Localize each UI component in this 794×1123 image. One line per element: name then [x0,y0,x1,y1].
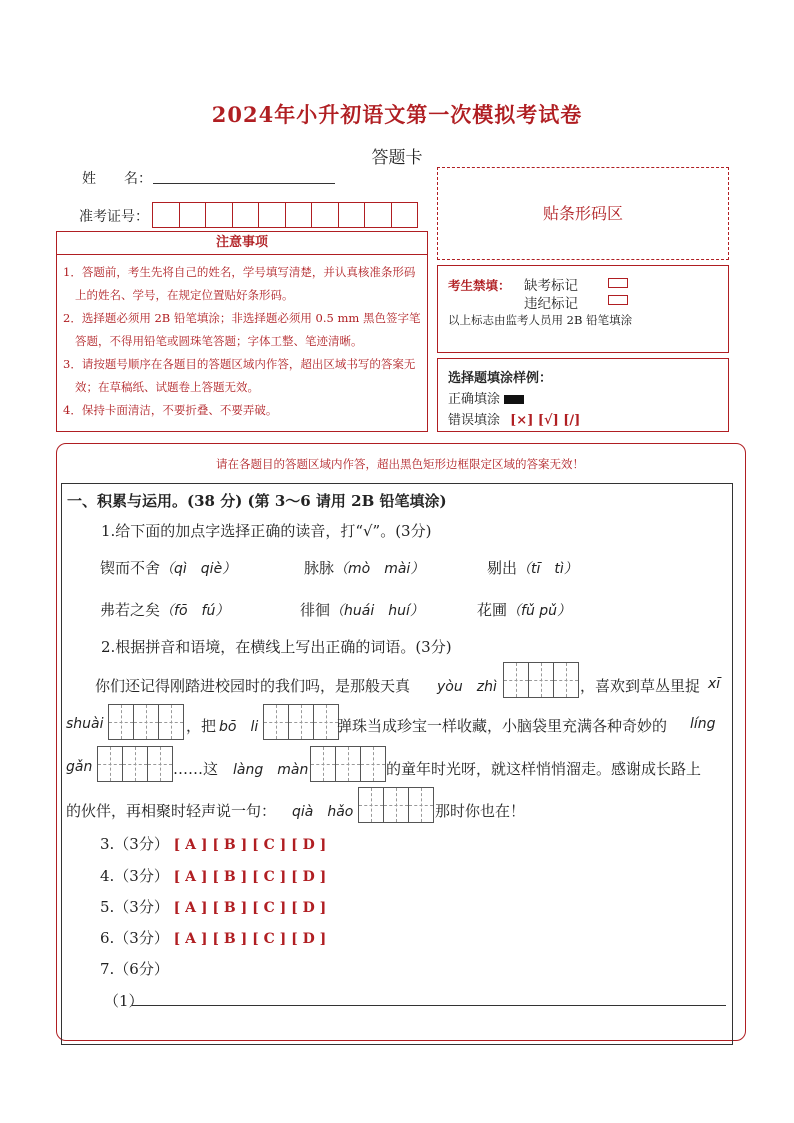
q2-text: ……这 [173,760,219,778]
wrong-fill-label: 错误填涂 [448,413,501,428]
q2-text: 的伙伴，再相聚时轻声说一句： [66,802,277,820]
q2-pinyin: gǎn [66,759,93,775]
q1-pinyin-options[interactable]: （mò mài） [334,561,425,577]
q2-answer-grid-3[interactable] [263,704,339,740]
mc-question-number: 4.（3分） [100,867,169,885]
q2-pinyin: shuài [66,716,104,732]
q1-word: 锲而不舍 [100,559,161,577]
proctor-marks-panel [437,265,729,353]
q2-pinyin: qià hǎo [292,804,354,820]
notice-item: 1．答题前，考生先将自己的姓名，学号填写清楚，并认真核准条形码上的姓名、学号，在规定位置贴好条形码。 [63,265,416,302]
q7-answer-line[interactable] [132,1004,726,1006]
section-heading: 一、积累与运用。(38 分) (第 3～6 请用 2B 铅笔填涂) [67,492,447,510]
q2-text: 弹珠当成珍宝一样收藏，小脑袋里充满各种奇妙的 [337,717,668,735]
absent-mark-box[interactable] [608,278,628,288]
q2-text: 你们还记得刚踏进校园时的我们吗，是那般天真 [95,677,411,695]
q1-pinyin-options[interactable]: （tī tì） [517,561,578,577]
absent-mark-label: 缺考标记 [524,278,578,294]
q1-pinyin-options[interactable]: （fǔ pǔ） [507,603,572,619]
mc-options[interactable]: [ A ] [ B ] [ C ] [ D ] [173,900,327,916]
q2-answer-grid-2[interactable] [108,704,184,740]
question-7-stem: 7.（6分） [100,960,169,978]
q1-word: 脉脉 [304,559,335,577]
ban-note: 以上标志由监考人员用 2B 铅笔填涂 [448,313,633,327]
notice-panel [56,231,428,432]
mc-options[interactable]: [ A ] [ B ] [ C ] [ D ] [173,869,327,885]
question-1-stem: 1.给下面的加点字选择正确的读音，打“√”。(3分) [101,522,432,540]
notice-title: 注意事项 [57,232,427,255]
q2-text: 的童年时光呀，就这样悄悄溜走。感谢成长路上 [386,760,702,778]
q2-pinyin: làng màn [233,762,309,778]
mc-question-number: 5.（3分） [100,898,169,916]
barcode-area: 贴条形码区 [437,167,729,260]
q2-pinyin: bō li [219,719,259,735]
q1-pinyin-options[interactable]: （qì qiè） [160,561,237,577]
violation-mark-box[interactable] [608,295,628,305]
q2-text: 那时你也在！ [435,802,526,820]
q1-pinyin-options[interactable]: （fō fú） [160,603,230,619]
q2-answer-grid-6[interactable] [358,787,434,823]
correct-fill-label: 正确填涂 [448,392,501,407]
mc-question-number: 3.（3分） [100,835,169,853]
q2-text: ，喜欢到草丛里捉 [580,677,701,695]
exam-id-boxes[interactable] [152,202,418,228]
notice-item: 3．请按题号顺序在各题目的答题区域内作答，超出区域书写的答案无效；在草稿纸、试题卷上答题无效。 [63,357,416,394]
q2-answer-grid-1[interactable] [503,662,579,698]
mc-options[interactable]: [ A ] [ B ] [ C ] [ D ] [173,931,327,947]
q1-pinyin-options[interactable]: （huái huí） [330,603,424,619]
fill-sample-panel [437,358,729,432]
question-2-stem: 2.根据拼音和语境，在横线上写出正确的词语。(3分) [101,638,452,656]
mc-options[interactable]: [ A ] [ B ] [ C ] [ D ] [173,837,327,853]
wrong-fill-marks: [×] [√] [/] [510,413,581,428]
answer-card-subtitle: 答题卡 [371,148,423,168]
ban-label: 考生禁填： [448,278,511,293]
filled-sample-icon [504,395,524,404]
q2-answer-grid-4[interactable] [97,746,173,782]
exam-id-label: 准考证号： [79,209,149,225]
q7-sub1-label: （1） [104,992,144,1010]
notice-item: 2．选择题必须用 2B 铅笔填涂；非选择题必须用 0.5 mm 黑色签字笔答题，不得用铅笔或圆珠笔答题；字体工整、笔迹清晰。 [63,311,421,348]
notice-item: 4．保持卡面清洁，不要折叠、不要弄破。 [63,403,278,417]
q2-answer-grid-5[interactable] [310,746,386,782]
q2-pinyin: yòu zhì [437,679,497,695]
sample-title: 选择题填涂样例： [448,371,553,386]
q1-word: 徘徊 [300,601,331,619]
name-input-line[interactable] [153,182,335,184]
q1-word: 花圃 [477,601,508,619]
q1-word: 剔出 [487,559,518,577]
name-label: 姓 名： [82,171,152,187]
mc-question-number: 6.（3分） [100,929,169,947]
q2-pinyin: xī [708,676,721,692]
violation-mark-label: 违纪标记 [524,296,578,312]
q2-text: ，把 [186,717,217,735]
q1-word: 弗若之矣 [100,601,161,619]
answer-area-warning: 请在各题目的答题区域内作答，超出黑色矩形边框限定区域的答案无效！ [216,457,584,471]
q2-pinyin: líng [690,716,716,732]
exam-title: 2024年小升初语文第一次模拟考试卷 [211,102,583,127]
